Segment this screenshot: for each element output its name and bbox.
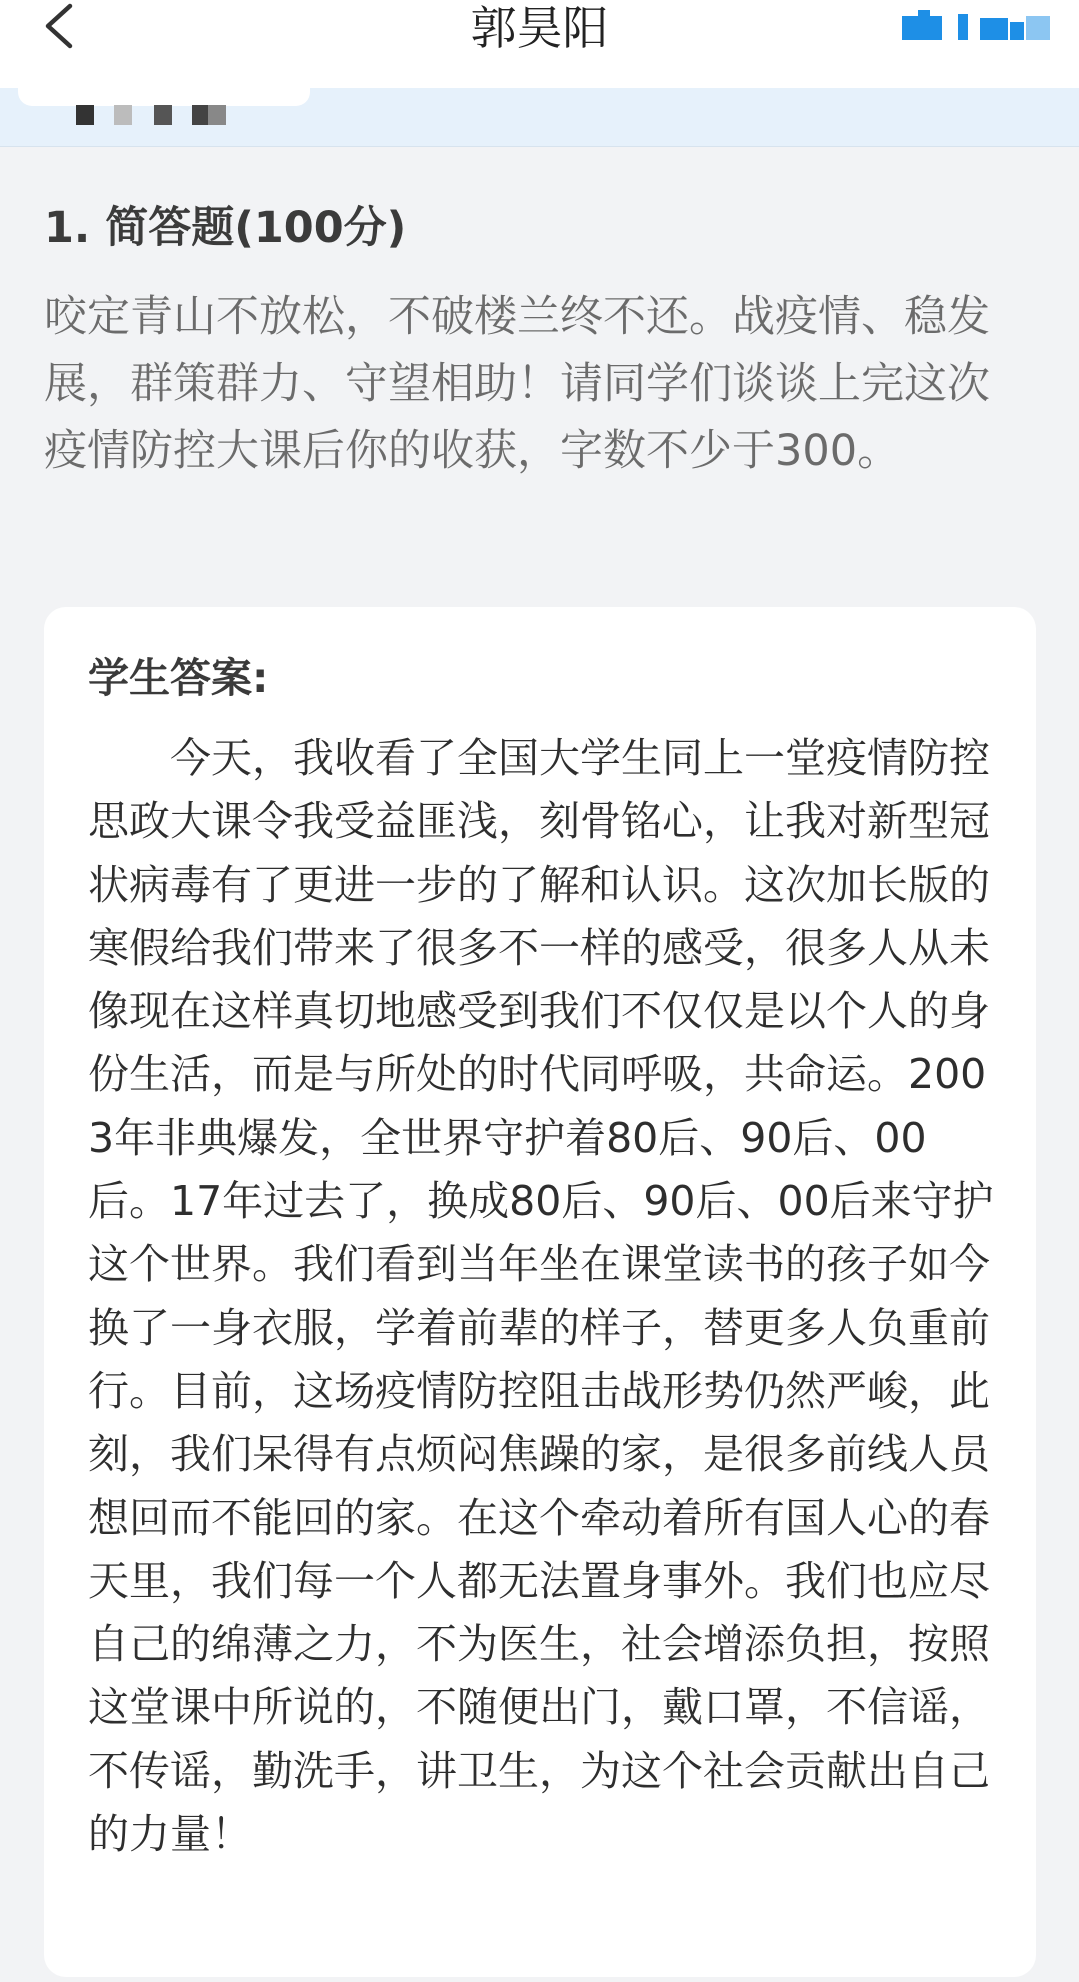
page-title: 郭昊阳: [470, 1, 609, 55]
top-navigation-bar: [0, 0, 1079, 88]
question-text: 咬定青山不放松，不破楼兰终不还。战疫情、稳发展，群策群力、守望相助！请同学们谈谈上完这次疫情防控大课后你的收获，字数不少于300。: [44, 292, 990, 476]
strip-tab: [18, 88, 310, 106]
answer-label: 学生答案:: [88, 654, 269, 702]
question-heading: 1. 简答题(100分): [44, 203, 407, 253]
answer-text: 今天，我收看了全国大学生同上一堂疫情防控思政大课令我受益匪浅，刻骨铭心，让我对新型冠状病毒有了更进一步的了解和认识。这次加长版的寒假给我们带来了很多不一样的感受，很多人从未像现在这样真切地感受到我们不仅仅是以个人的身份生活，而是与所处的时代同呼吸，共命运。2003年非典爆发，全世界守护着80后、90后、00后。17年过去了，换成80后、90后、00后来守护这个世界。我们看到当年坐在课堂读书的孩子如今换了一身衣服，学着前辈的样子，替更多人负重前行。目前，这场疫情防控阻击战形势仍然严峻，此刻，我们呆得有点烦闷焦躁的家，是很多前线人员想回而不能回的家。在这个牵动着所有国人心的春天里，我们每一个人都无法置身事外。我们也应尽自己的绵薄之力，不为医生，社会增添负担，按照这堂课中所说的，不随便出门，戴口罩，不信谣，不传谣，勤洗手，讲卫生，为这个社会贡献出自己的力量！: [88, 734, 994, 1859]
redacted-area: [898, 6, 1058, 46]
answer-card: [44, 607, 1036, 1977]
